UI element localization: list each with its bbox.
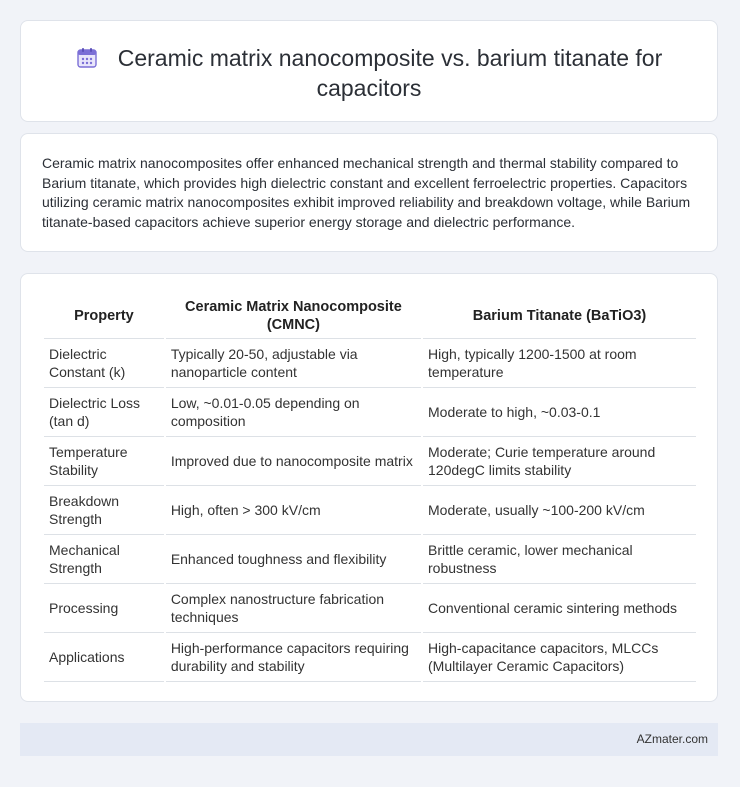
table-row bbox=[44, 437, 696, 486]
batio3-cell: Brittle ceramic, lower mechanical robustness bbox=[423, 535, 696, 584]
table-row bbox=[44, 584, 696, 633]
title-line-1: Ceramic matrix nanocomposite vs. barium titanate for bbox=[117, 45, 663, 71]
batio3-cell: Moderate, usually ~100-200 kV/cm bbox=[423, 486, 696, 535]
comparison-table bbox=[42, 294, 698, 682]
property-cell: Applications bbox=[44, 633, 164, 682]
comparison-table-card bbox=[20, 273, 718, 702]
property-cell: Dielectric Loss (tan d) bbox=[44, 388, 164, 437]
property-cell: Temperature Stability bbox=[44, 437, 164, 486]
header-property: Property bbox=[44, 294, 164, 339]
table-row bbox=[44, 486, 696, 535]
cmnc-cell: Improved due to nanocomposite matrix bbox=[166, 437, 421, 486]
footer-site-link[interactable]: AZmater.com bbox=[636, 732, 708, 746]
batio3-cell: Conventional ceramic sintering methods bbox=[423, 584, 696, 633]
table-row bbox=[44, 339, 696, 388]
batio3-cell: High, typically 1200-1500 at room temperature bbox=[423, 339, 696, 388]
cmnc-cell: Complex nanostructure fabrication techniques bbox=[166, 584, 421, 633]
batio3-cell: Moderate to high, ~0.03-0.1 bbox=[423, 388, 696, 437]
cmnc-cell: High-performance capacitors requiring durability and stability bbox=[166, 633, 421, 682]
header-cmnc: Ceramic Matrix Nanocomposite (CMNC) bbox=[166, 294, 421, 339]
property-cell: Dielectric Constant (k) bbox=[44, 339, 164, 388]
table-row bbox=[44, 388, 696, 437]
batio3-cell: Moderate; Curie temperature around 120degC limits stability bbox=[423, 437, 696, 486]
header-batio3: Barium Titanate (BaTiO3) bbox=[423, 294, 696, 339]
property-cell: Mechanical Strength bbox=[44, 535, 164, 584]
title-line-2: capacitors bbox=[316, 75, 422, 101]
batio3-cell: High-capacitance capacitors, MLCCs (Multilayer Ceramic Capacitors) bbox=[423, 633, 696, 682]
footer-bar bbox=[20, 723, 718, 756]
table-header-row bbox=[44, 294, 696, 339]
table-row bbox=[44, 633, 696, 682]
summary-text: Ceramic matrix nanocomposites offer enhanced mechanical strength and thermal stability compared to Barium titanate, which provides high dielectric constant and excellent ferroelectric properties. Capacitors utilizing ceramic matrix nanocomposites exhibit improved reliability and breakdown voltage, while Barium titanate-based capacitors achieve superior energy storage and dielectric performance. bbox=[42, 155, 691, 230]
title-card bbox=[20, 20, 718, 122]
table-row bbox=[44, 535, 696, 584]
property-cell: Processing bbox=[44, 584, 164, 633]
cmnc-cell: Typically 20-50, adjustable via nanoparticle content bbox=[166, 339, 421, 388]
summary-card bbox=[20, 133, 718, 252]
cmnc-cell: Low, ~0.01-0.05 depending on composition bbox=[166, 388, 421, 437]
calendar-icon bbox=[76, 47, 98, 69]
property-cell: Breakdown Strength bbox=[44, 486, 164, 535]
cmnc-cell: High, often > 300 kV/cm bbox=[166, 486, 421, 535]
cmnc-cell: Enhanced toughness and flexibility bbox=[166, 535, 421, 584]
page-title bbox=[21, 43, 717, 103]
